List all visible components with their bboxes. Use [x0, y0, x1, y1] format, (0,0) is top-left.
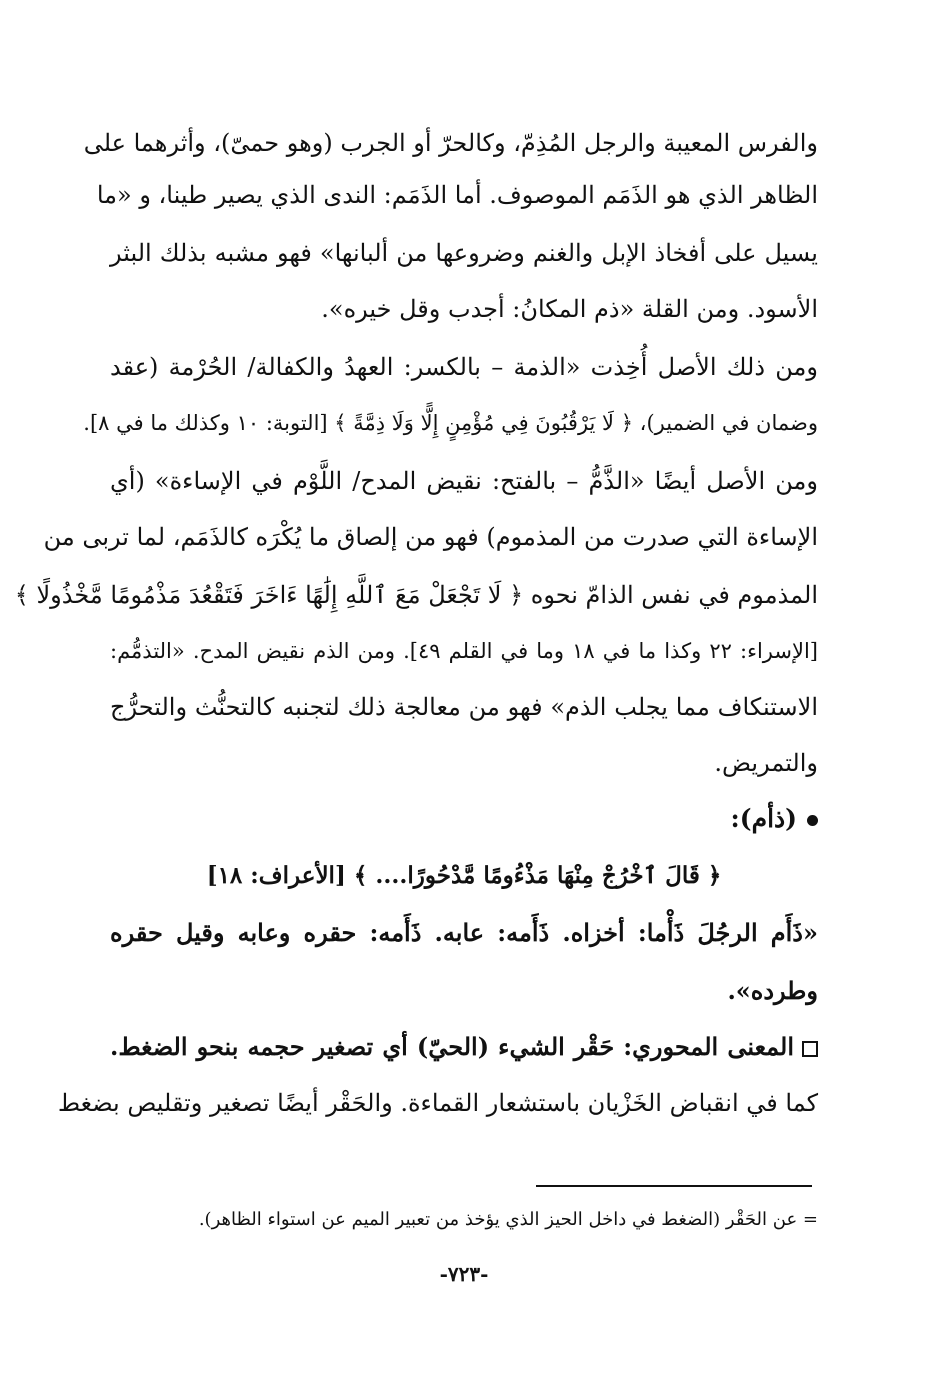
body-line-5: ومن ذلك الأصل أُخِذت «الذمة – بالكسر: العهدُ والكفالة/ الحُرْمة (عقد: [110, 353, 818, 381]
footnote-divider: [536, 1185, 812, 1187]
bullet-dot-icon: [807, 815, 818, 826]
meaning-line-2: كما في انقباض الخَزْيان باستشعار القماءة. والحَقْر أيضًا تصغير وتقليص بضغط: [57, 1089, 818, 1117]
body-line-11: الاستنكاف مما يجلب الذم» فهو من معالجة ذلك لتجنبه كالتحنُّث والتحرُّج: [110, 693, 818, 721]
square-bullet-icon: [802, 1041, 818, 1057]
meaning-line-1: [110, 1021, 818, 1073]
body-line-6: وضمان في الضمير)، ﴿ لَا يَرْقُبُونَ فِي مُؤْمِنٍ إِلًّا وَلَا ذِمَّةً ﴾ [التوبة: ١٠ وكذلك ما في ٨].: [83, 411, 818, 435]
meaning-line-1-text: المعنى المحوري: حَقْر الشيء (الحيّ) أي تصغير حجمه بنحو الضغط.: [110, 1032, 794, 1061]
page-number: -٧٢٣-: [439, 1262, 489, 1286]
body-line-10: [الإسراء: ٢٢ وكذا ما في ١٨ وما في القلم ٤٩]. ومن الذم نقيض المدح. «التذمُّم:: [110, 639, 818, 663]
section-heading-text: (ذأم):: [730, 804, 797, 833]
body-line-2: الظاهر الذي هو الذَمَم الموصوف. أما الذَمَم: الندى الذي يصير طينا، و «ما: [96, 181, 818, 209]
body-line-4: الأسود. ومن القلة «ذم المكانُ: أجدب وقل خيره».: [321, 295, 818, 323]
section-heading: [731, 793, 818, 845]
body-line-9: المذموم في نفس الذامّ نحوه ﴿ لَا تَجْعَلْ مَعَ ٱللَّهِ إِلَٰهًا ءَاخَرَ فَتَقْعُدَ مَذْمُومًا مَّخْذُولًا ﴾: [14, 581, 818, 609]
footnote: = عن الحَقْر (الضغط في داخل الحيز الذي يؤخذ من تعبير الميم عن استواء الظاهر).: [198, 1209, 818, 1230]
definition-line-1: «ذَأَم الرجُلَ ذَأْما: أخزاه. ذَأَمه: عابه. ذَأَمه: حقره وعابه وقيل حقره: [110, 918, 818, 947]
definition-line-2: وطرده».: [727, 976, 818, 1005]
body-line-12: والتمريض.: [714, 749, 818, 777]
body-line-1: والفرس المعيبة والرجل المُذِمّ، وكالحرّ أو الجرب (وهو حمىّ)، وأثرهما على: [83, 129, 818, 157]
body-line-7: ومن الأصل أيضًا «الذَّمُّ – بالفتح: نقيض المدح/ اللَّوْم في الإساءة» (أي: [110, 467, 818, 495]
body-line-8: الإساءة التي صدرت من المذموم) فهو من إلصاق ما يُكْرَه كالذَمَم، لما تربى من: [43, 523, 818, 551]
quran-verse: ﴿ قَالَ ٱخْرُجْ مِنْهَا مَذْءُومًا مَّدْحُورًا.... ﴾ [الأعراف: ١٨]: [206, 862, 722, 889]
body-line-3: يسيل على أفخاذ الإبل والغنم وضروعها من ألبانها» فهو مشبه بذلك البثر: [110, 239, 818, 267]
